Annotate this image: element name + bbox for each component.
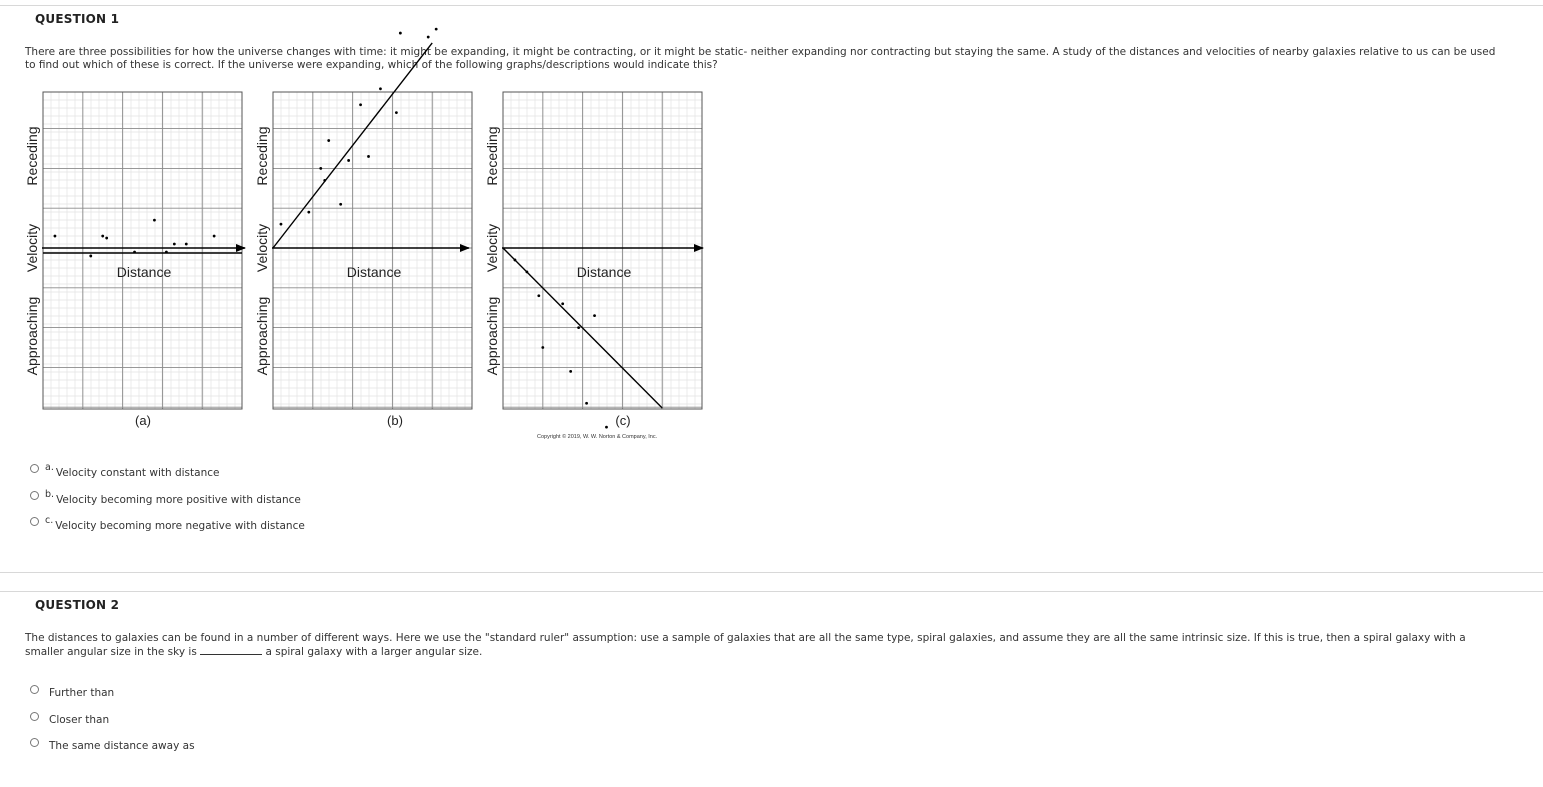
q1-option-c-radio[interactable] xyxy=(30,517,39,526)
y-label-receding: Receding xyxy=(254,126,270,186)
graph-a-point xyxy=(165,251,168,254)
graph-b-point xyxy=(327,139,330,142)
graph-b-y-label xyxy=(254,126,270,375)
graph-b-point xyxy=(435,28,438,31)
graph-c-point xyxy=(514,259,517,262)
graph-c-point xyxy=(577,326,580,329)
graph-c-frame xyxy=(503,92,702,409)
graph-b xyxy=(254,28,472,428)
q2-option-further-label: Further than xyxy=(49,687,115,699)
graph-a-x-label: Distance xyxy=(116,264,172,280)
graph-a-point xyxy=(185,243,188,246)
y-label-velocity: Velocity xyxy=(24,223,40,273)
q2-option-closer[interactable] xyxy=(30,712,109,726)
q1-option-b-radio[interactable] xyxy=(30,491,39,500)
question-2-text xyxy=(25,632,1505,658)
graph-c xyxy=(484,92,703,429)
q1-option-a-letter: a. xyxy=(45,462,54,473)
graph-c-point xyxy=(593,314,596,317)
graph-a-frame xyxy=(43,92,242,409)
graph-a-point xyxy=(105,237,108,240)
q1-option-c-label: Velocity becoming more negative with distance xyxy=(55,520,305,532)
y-label-receding: Receding xyxy=(484,126,500,186)
y-label-velocity: Velocity xyxy=(254,223,270,273)
graph-c-point xyxy=(585,402,588,405)
question-2-text-after: a spiral galaxy with a larger angular size. xyxy=(265,645,483,658)
question-2-title: QUESTION 2 xyxy=(35,598,120,612)
graph-a-point xyxy=(54,235,57,238)
graph-c-point xyxy=(569,370,572,373)
graph-a-point xyxy=(89,255,92,258)
graph-b-point xyxy=(395,111,398,114)
question-2-top-divider xyxy=(0,591,1543,592)
q1-option-c[interactable] xyxy=(30,517,305,532)
graph-a-panel-label: (a) xyxy=(135,413,151,428)
graph-b-point xyxy=(399,32,402,35)
y-label-approaching: Approaching xyxy=(484,296,500,376)
graph-c-y-label xyxy=(484,126,500,375)
graph-b-point xyxy=(347,159,350,162)
q1-option-b[interactable] xyxy=(30,491,301,506)
q1-option-a-radio[interactable] xyxy=(30,464,39,473)
q2-option-same[interactable] xyxy=(30,738,195,752)
q1-option-a[interactable] xyxy=(30,464,219,479)
question-2-text-before: The distances to galaxies can be found in a number of different ways. Here we use the "standard ruler" assumption: use a sample of galaxies that are all the same type, spiral galaxies, and assume they are all the same intrinsic size. If this is true, then a spiral galaxy with a smaller angular size in the sky is xyxy=(25,632,1466,658)
graph-a-point xyxy=(153,219,156,222)
answer-blank xyxy=(200,645,262,655)
q1-option-c-letter: c. xyxy=(45,515,54,526)
graph-a-point xyxy=(133,251,136,254)
graph-b-point xyxy=(339,203,342,206)
graph-a-y-label xyxy=(24,126,40,375)
graph-b-point xyxy=(307,211,310,214)
graph-b-x-label: Distance xyxy=(346,264,402,280)
q2-option-further-radio[interactable] xyxy=(30,685,39,694)
y-label-velocity: Velocity xyxy=(484,223,500,273)
graph-c-point xyxy=(537,294,540,297)
graph-c-point xyxy=(525,270,528,273)
graph-b-point xyxy=(379,87,382,90)
q2-option-same-radio[interactable] xyxy=(30,738,39,747)
section-divider xyxy=(0,572,1543,573)
top-divider xyxy=(0,5,1543,6)
question-1-title: QUESTION 1 xyxy=(35,12,120,26)
graph-a-point xyxy=(213,235,216,238)
graph-a-point xyxy=(101,235,104,238)
graph-b-point xyxy=(367,155,370,158)
q1-option-a-label: Velocity constant with distance xyxy=(55,467,220,479)
graph-c-point xyxy=(541,346,544,349)
graph-a-point xyxy=(173,243,176,246)
q1-option-b-letter: b. xyxy=(45,489,55,500)
graph-b-panel-label: (b) xyxy=(387,413,403,428)
y-label-approaching: Approaching xyxy=(24,296,40,376)
graph-b-point xyxy=(280,223,283,226)
graph-b-point xyxy=(359,103,362,106)
graph-a xyxy=(24,92,245,428)
graph-c-x-label: Distance xyxy=(576,264,632,280)
question-1-text: There are three possibilities for how the universe changes with time: it might be expanding, it might be contracting, or it might be static- neither expanding nor contracting but staying the same. A study of the distances and velocities of nearby galaxies relative to us can be used to find out which of these is correct. If the universe were expanding, which of the following graphs/descriptions would indicate this? xyxy=(25,46,1496,71)
q2-option-same-label: The same distance away as xyxy=(49,740,195,752)
y-label-receding: Receding xyxy=(24,126,40,186)
graph-c-point xyxy=(605,426,608,429)
y-label-approaching: Approaching xyxy=(254,296,270,376)
q2-option-closer-radio[interactable] xyxy=(30,712,39,721)
graph-b-frame xyxy=(273,92,472,409)
graph-b-point xyxy=(427,36,430,39)
graph-c-panel-label: (c) xyxy=(615,413,631,428)
q2-option-closer-label: Closer than xyxy=(49,714,110,726)
graph-c-point xyxy=(561,302,564,305)
q2-option-further[interactable] xyxy=(30,685,114,699)
graph-b-point xyxy=(323,179,326,182)
q1-figure xyxy=(0,80,720,430)
q1-option-b-label: Velocity becoming more positive with distance xyxy=(56,494,301,506)
figure-copyright: Copyright © 2019, W. W. Norton & Company, Inc. xyxy=(537,434,658,440)
graph-b-point xyxy=(319,167,322,170)
